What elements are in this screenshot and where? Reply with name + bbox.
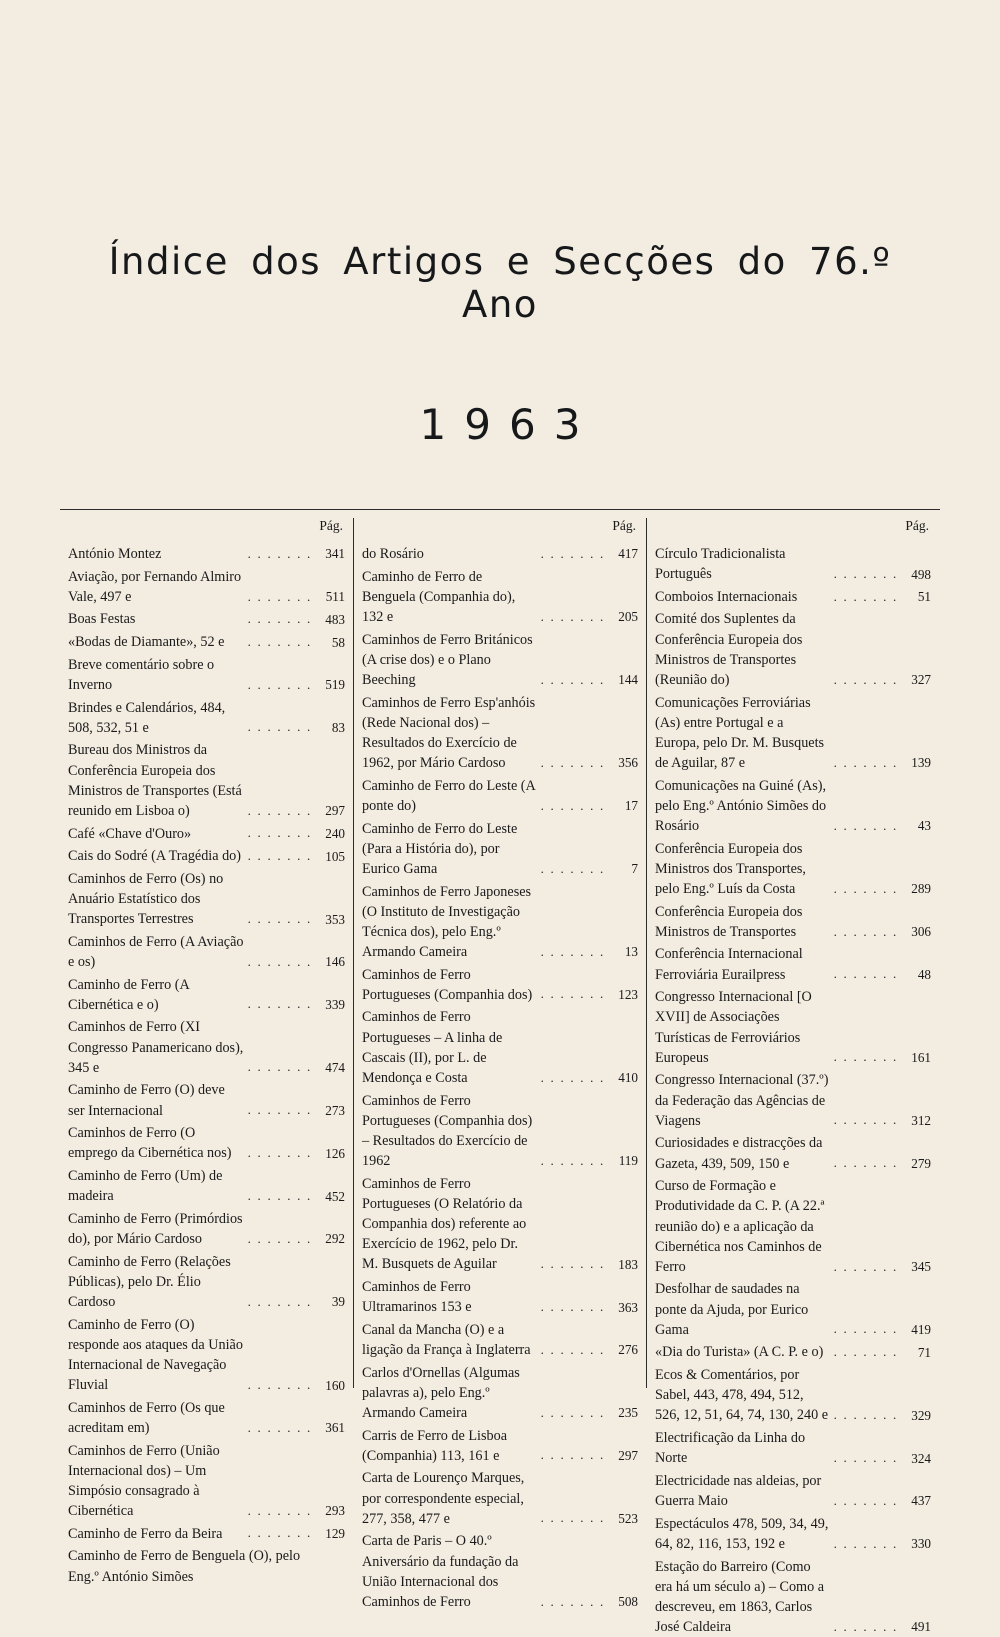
index-entry-title: Caminho de Ferro (O) responde aos ataques da União Internacional de Navegação Fluvial — [68, 1315, 248, 1396]
index-entry-page: 13 — [608, 943, 638, 962]
index-entry-page: 353 — [315, 911, 345, 930]
index-entry-leader: . . . . . . . — [541, 1404, 608, 1423]
index-entry-page: 297 — [608, 1447, 638, 1466]
index-entry-page: 7 — [608, 860, 638, 879]
index-entry-page: 83 — [315, 719, 345, 738]
index-entry-leader: . . . . . . . — [834, 1449, 901, 1468]
index-entry-title: Caminhos de Ferro Esp'anhóis (Rede Nacional dos) – Resultados do Exercício de 1962, por Mário Cardoso — [362, 693, 541, 774]
index-entry — [68, 869, 345, 929]
index-entry-page: 289 — [901, 880, 931, 899]
index-entry-leader: . . . . . . . — [541, 1069, 608, 1088]
index-entry — [68, 567, 345, 607]
index-entry-leader: . . . . . . . — [541, 1298, 608, 1317]
index-entry-title: Caminho de Ferro (Um) de madeira — [68, 1166, 248, 1206]
index-entry-leader: . . . . . . . — [248, 610, 315, 629]
index-entry-page: 126 — [315, 1145, 345, 1164]
index-entry-leader: . . . . . . . — [834, 1258, 901, 1277]
index-entry — [68, 932, 345, 972]
index-entry-title: Breve comentário sobre o Inverno — [68, 655, 248, 695]
index-entry-leader: . . . . . . . — [541, 943, 608, 962]
index-entry-page: 361 — [315, 1419, 345, 1438]
index-entry-leader: . . . . . . . — [248, 847, 315, 866]
index-entry-leader: . . . . . . . — [248, 1293, 315, 1312]
index-entry-leader: . . . . . . . — [248, 1502, 315, 1521]
index-entry-page: 483 — [315, 611, 345, 630]
index-entry — [362, 1320, 638, 1360]
index-entry-page: 205 — [608, 608, 638, 627]
index-entry — [68, 1166, 345, 1206]
index-entry-leader: . . . . . . . — [834, 1618, 901, 1637]
index-entry-page: 498 — [901, 566, 931, 585]
index-entry — [68, 846, 345, 866]
index-entry-title: Espectáculos 478, 509, 34, 49, 64, 82, 116, 153, 192 e — [655, 1514, 834, 1554]
index-entry-page: 58 — [315, 634, 345, 653]
index-entry-title: Aviação, por Fernando Almiro Vale, 497 e — [68, 567, 248, 607]
index-entry-page: 508 — [608, 1593, 638, 1612]
index-entry-page: 17 — [608, 797, 638, 816]
index-entry-title: Caminho de Ferro da Beira — [68, 1524, 248, 1544]
index-entry-page: 129 — [315, 1525, 345, 1544]
index-entry-page: 183 — [608, 1256, 638, 1275]
index-entry-title: Comboios Internacionais — [655, 587, 834, 607]
index-entry-leader: . . . . . . . — [834, 565, 901, 584]
index-entry-title: Congresso Internacional (37.º) da Federação das Agências de Viagens — [655, 1070, 834, 1130]
column-3-entries — [655, 544, 931, 1637]
index-entry-leader: . . . . . . . — [541, 1341, 608, 1360]
index-entry-title: Caminho de Ferro (Primórdios do), por Mário Cardoso — [68, 1209, 248, 1249]
index-entry-leader: . . . . . . . — [248, 718, 315, 737]
index-entry — [655, 609, 931, 690]
index-entry-page: 491 — [901, 1618, 931, 1637]
index-entry-page: 292 — [315, 1230, 345, 1249]
index-entry — [68, 1315, 345, 1396]
index-entry-page: 417 — [608, 545, 638, 564]
index-entry — [362, 1363, 638, 1423]
index-entry — [68, 1209, 345, 1249]
index-entry-leader: . . . . . . . — [834, 1343, 901, 1362]
index-entry-title: Cais do Sodré (A Tragédia do) — [68, 846, 248, 866]
index-entry-leader: . . . . . . . — [834, 965, 901, 984]
index-entry-title: Círculo Tradicionalista Português — [655, 544, 834, 584]
index-entry-page: 327 — [901, 671, 931, 690]
index-entry-title: Conferência Europeia dos Ministros de Transportes — [655, 902, 834, 942]
index-entry — [68, 740, 345, 821]
index-entry-title: Carta de Lourenço Marques, por correspondente especial, 277, 358, 477 e — [362, 1468, 541, 1528]
index-entry-title: Congresso Internacional [O XVII] de Associações Turísticas de Ferroviários Europeus — [655, 987, 834, 1068]
index-entry-title: Desfolhar de saudades na ponte da Ajuda, por Eurico Gama — [655, 1279, 834, 1339]
index-entry-title: Brindes e Calendários, 484, 508, 532, 51 e — [68, 698, 248, 738]
index-entry-leader: . . . . . . . — [541, 860, 608, 879]
index-entry-page: 324 — [901, 1450, 931, 1469]
index-entry — [68, 1398, 345, 1438]
index-entry-leader: . . . . . . . — [541, 1446, 608, 1465]
index-entry-leader: . . . . . . . — [248, 1144, 315, 1163]
index-entry-title: Comité dos Suplentes da Conferência Europeia dos Ministros de Transportes (Reunião do) — [655, 609, 834, 690]
index-entry-leader: . . . . . . . — [541, 985, 608, 1004]
index-entry-page: 139 — [901, 754, 931, 773]
index-entry-leader: . . . . . . . — [248, 633, 315, 652]
index-entry-title: Caminhos de Ferro Ultramarinos 153 e — [362, 1277, 541, 1317]
index-entry-leader: . . . . . . . — [248, 588, 315, 607]
index-entry — [362, 1426, 638, 1466]
index-entry-page: 452 — [315, 1188, 345, 1207]
index-entry — [655, 776, 931, 836]
index-entry — [362, 630, 638, 690]
index-entry-leader: . . . . . . . — [248, 910, 315, 929]
index-entry — [362, 882, 638, 963]
index-entry-page: 160 — [315, 1377, 345, 1396]
index-entry — [655, 1279, 931, 1339]
index-entry — [655, 1133, 931, 1173]
index-entry-page: 363 — [608, 1299, 638, 1318]
index-entry — [68, 1546, 345, 1586]
index-entry-title: Caminho de Ferro de Benguela (Companhia do), 132 e — [362, 567, 541, 627]
index-column-2 — [353, 518, 646, 1388]
column-2-page-header: Pág. — [362, 518, 638, 534]
index-entry-leader: . . . . . . . — [248, 1376, 315, 1395]
index-entry — [362, 819, 638, 879]
index-entry-leader: . . . . . . . — [248, 995, 315, 1014]
index-entry — [68, 1080, 345, 1120]
index-entry-title: Carris de Ferro de Lisboa (Companhia) 113, 161 e — [362, 1426, 541, 1466]
index-entry-title: Café «Chave d'Ouro» — [68, 824, 248, 844]
index-entry-leader: . . . . . . . — [248, 1187, 315, 1206]
index-entry-leader — [312, 1586, 315, 1587]
index-entry — [68, 698, 345, 738]
index-entry-page: 437 — [901, 1492, 931, 1511]
index-entry-page: 474 — [315, 1059, 345, 1078]
index-entry-title: Caminhos de Ferro (A Aviação e os) — [68, 932, 248, 972]
column-2-entries — [362, 544, 638, 1612]
index-entry-leader: . . . . . . . — [541, 608, 608, 627]
index-entry-title: Caminho de Ferro (O) deve ser Internacional — [68, 1080, 248, 1120]
index-entry-leader: . . . . . . . — [834, 1406, 901, 1425]
index-entry — [655, 1070, 931, 1130]
index-entry-title: do Rosário — [362, 544, 541, 564]
index-entry-title: Caminho de Ferro de Benguela (O), pelo Eng.º António Simões — [68, 1546, 312, 1586]
index-entry-page: 341 — [315, 545, 345, 564]
index-entry-title: Caminhos de Ferro Británicos (A crise dos) e o Plano Beeching — [362, 630, 541, 690]
index-entry-page: 161 — [901, 1049, 931, 1068]
index-entry — [655, 987, 931, 1068]
index-entry-leader: . . . . . . . — [248, 802, 315, 821]
index-entry-title: Conferência Internacional Ferroviária Eurailpress — [655, 944, 834, 984]
index-column-3 — [646, 518, 939, 1388]
page-title: Índice dos Artigos e Secções do 76.º Ano — [60, 0, 940, 326]
index-entry-title: Conferência Europeia dos Ministros dos Transportes, pelo Eng.º Luís da Costa — [655, 839, 834, 899]
index-entry-leader: . . . . . . . — [834, 1111, 901, 1130]
index-entry — [655, 1365, 931, 1425]
index-entry-page: 356 — [608, 754, 638, 773]
index-entry-title: Caminhos de Ferro (Os que acreditam em) — [68, 1398, 248, 1438]
index-entry-page: 235 — [608, 1404, 638, 1423]
index-entry-title: Caminhos de Ferro (Os) no Anuário Estatístico dos Transportes Terrestres — [68, 869, 248, 929]
index-entry-title: Caminhos de Ferro Portugueses (O Relatório da Companhia dos) referente ao Exercício de 1962, pelo Dr. M. Busquets de Aguilar — [362, 1174, 541, 1275]
index-entry-title: Comunicações na Guiné (As), pelo Eng.º António Simões do Rosário — [655, 776, 834, 836]
index-entry-leader: . . . . . . . — [834, 1320, 901, 1339]
index-entry — [655, 1428, 931, 1468]
index-entry-leader: . . . . . . . — [248, 1230, 315, 1249]
index-entry-title: «Dia do Turista» (A C. P. e o) — [655, 1342, 834, 1362]
index-entry-page: 410 — [608, 1069, 638, 1088]
index-entry-page: 306 — [901, 923, 931, 942]
page-year: 1963 — [60, 326, 940, 449]
index-entry-leader: . . . . . . . — [248, 1058, 315, 1077]
column-1-entries — [68, 544, 345, 1587]
index-entry-leader: . . . . . . . — [541, 1255, 608, 1274]
index-entry-page: 345 — [901, 1258, 931, 1277]
index-entry-leader: . . . . . . . — [834, 880, 901, 899]
index-entry-title: Comunicações Ferroviárias (As) entre Portugal e a Europa, pelo Dr. M. Busquets de Aguilar, 87 e — [655, 693, 834, 774]
index-entry-page: 293 — [315, 1502, 345, 1521]
index-entry-title: Canal da Mancha (O) e a ligação da França à Inglaterra — [362, 1320, 541, 1360]
index-entry-leader: . . . . . . . — [541, 1593, 608, 1612]
index-entry-title: Caminho de Ferro (Relações Públicas), pelo Dr. Élio Cardoso — [68, 1252, 248, 1312]
index-entry-title: Boas Festas — [68, 609, 248, 629]
index-entry-leader: . . . . . . . — [834, 1535, 901, 1554]
column-3-page-header: Pág. — [655, 518, 931, 534]
index-entry-page: 523 — [608, 1510, 638, 1529]
index-entry — [362, 965, 638, 1005]
index-entry-title: António Montez — [68, 544, 248, 564]
index-entry — [362, 693, 638, 774]
index-entry-leader: . . . . . . . — [834, 1492, 901, 1511]
index-entry-title: Carta de Paris – O 40.º Aniversário da fundação da União Internacional dos Caminhos de Ferro — [362, 1531, 541, 1612]
index-entry — [655, 1557, 931, 1637]
index-entry-leader: . . . . . . . — [248, 1101, 315, 1120]
index-entry-page: 329 — [901, 1407, 931, 1426]
index-entry — [68, 632, 345, 652]
index-entry — [362, 1174, 638, 1275]
index-entry-title: Curso de Formação e Produtividade da C. P. (A 22.ª reunião do) e a aplicação da Cibernética nos Caminhos de Ferro — [655, 1176, 834, 1277]
index-entry — [68, 824, 345, 844]
index-entry-leader: . . . . . . . — [541, 754, 608, 773]
index-entry-title: Caminho de Ferro do Leste (Para a História do), por Eurico Gama — [362, 819, 541, 879]
index-entry-title: Caminhos de Ferro (O emprego da Cibernética nos) — [68, 1123, 248, 1163]
index-entry-title: «Bodas de Diamante», 52 e — [68, 632, 248, 652]
index-entry — [68, 1123, 345, 1163]
index-entry-page: 330 — [901, 1535, 931, 1554]
index-entry-leader: . . . . . . . — [541, 671, 608, 690]
index-entry-leader: . . . . . . . — [834, 588, 901, 607]
index-entry-page: 297 — [315, 802, 345, 821]
index-entry-leader: . . . . . . . — [834, 1048, 901, 1067]
index-entry — [68, 544, 345, 564]
index-entry — [68, 1017, 345, 1077]
index-entry-leader: . . . . . . . — [248, 676, 315, 695]
index-entry — [362, 776, 638, 816]
index-entry — [68, 609, 345, 629]
index-entry-title: Caminho de Ferro do Leste (A ponte do) — [362, 776, 541, 816]
index-entry — [655, 1342, 931, 1362]
index-entry-title: Caminhos de Ferro Portugueses (Companhia dos) — [362, 965, 541, 1005]
index-entry-leader: . . . . . . . — [834, 671, 901, 690]
index-entry-page: 279 — [901, 1155, 931, 1174]
index-entry — [655, 693, 931, 774]
index-entry — [68, 975, 345, 1015]
index-entry-leader: . . . . . . . — [834, 923, 901, 942]
index-entry-title: Caminhos de Ferro Portugueses – A linha de Cascais (II), por L. de Mendonça e Costa — [362, 1007, 541, 1088]
index-entry-title: Carlos d'Ornellas (Algumas palavras a), pelo Eng.º Armando Cameira — [362, 1363, 541, 1423]
index-entry-leader: . . . . . . . — [541, 545, 608, 564]
index-entry — [655, 1514, 931, 1554]
index-entry-title: Electricidade nas aldeias, por Guerra Maio — [655, 1471, 834, 1511]
index-entry-leader: . . . . . . . — [541, 797, 608, 816]
column-1-page-header: Pág. — [68, 518, 345, 534]
index-columns — [60, 518, 940, 1388]
index-entry-leader: . . . . . . . — [541, 1509, 608, 1528]
index-entry-page: 119 — [608, 1152, 638, 1171]
index-entry — [655, 944, 931, 984]
index-entry-page: 144 — [608, 671, 638, 690]
index-entry-title: Bureau dos Ministros da Conferência Europeia dos Ministros de Transportes (Está reunido em Lisboa o) — [68, 740, 248, 821]
index-entry-page: 146 — [315, 953, 345, 972]
index-entry-title: Caminhos de Ferro (União Internacional dos) – Um Simpósio consagrado à Cibernética — [68, 1441, 248, 1522]
index-entry-page: 276 — [608, 1341, 638, 1360]
index-entry-page: 273 — [315, 1102, 345, 1121]
index-entry-title: Curiosidades e distracções da Gazeta, 439, 509, 150 e — [655, 1133, 834, 1173]
index-entry-leader: . . . . . . . — [248, 1419, 315, 1438]
index-entry-page: 123 — [608, 986, 638, 1005]
index-entry-leader: . . . . . . . — [248, 953, 315, 972]
index-entry — [68, 1441, 345, 1522]
index-entry-title: Ecos & Comentários, por Sabel, 443, 478, 494, 512, 526, 12, 51, 64, 74, 130, 240 e — [655, 1365, 834, 1425]
index-entry — [68, 1252, 345, 1312]
index-entry-leader: . . . . . . . — [834, 817, 901, 836]
index-entry-title: Electrificação da Linha do Norte — [655, 1428, 834, 1468]
index-entry-title: Caminhos de Ferro (XI Congresso Panamericano dos), 345 e — [68, 1017, 248, 1077]
index-entry-page: 339 — [315, 996, 345, 1015]
index-entry — [362, 567, 638, 627]
index-entry — [362, 544, 638, 564]
index-entry — [362, 1531, 638, 1612]
header-divider — [60, 509, 940, 510]
index-entry — [655, 1471, 931, 1511]
index-entry-leader: . . . . . . . — [541, 1152, 608, 1171]
index-entry — [655, 587, 931, 607]
index-entry-page: 43 — [901, 817, 931, 836]
index-column-1 — [60, 518, 353, 1388]
index-entry-page: 48 — [901, 966, 931, 985]
index-entry-title: Caminho de Ferro (A Cibernética e o) — [68, 975, 248, 1015]
index-entry-leader: . . . . . . . — [248, 824, 315, 843]
index-entry-page: 511 — [315, 588, 345, 607]
index-entry-page: 105 — [315, 848, 345, 867]
index-entry — [68, 1524, 345, 1544]
index-entry — [362, 1277, 638, 1317]
index-entry — [362, 1468, 638, 1528]
index-entry — [655, 544, 931, 584]
index-entry-leader: . . . . . . . — [248, 545, 315, 564]
index-entry — [362, 1007, 638, 1088]
index-entry-page: 71 — [901, 1344, 931, 1363]
index-entry-title: Caminhos de Ferro Portugueses (Companhia dos) – Resultados do Exercício de 1962 — [362, 1091, 541, 1172]
index-entry-page: 519 — [315, 676, 345, 695]
index-entry — [655, 839, 931, 899]
index-entry — [362, 1091, 638, 1172]
index-entry-page: 39 — [315, 1293, 345, 1312]
index-entry-leader: . . . . . . . — [834, 754, 901, 773]
index-entry-leader: . . . . . . . — [248, 1524, 315, 1543]
index-entry — [68, 655, 345, 695]
index-entry-title: Caminhos de Ferro Japoneses (O Instituto de Investigação Técnica dos), pelo Eng.º Armando Cameira — [362, 882, 541, 963]
index-entry-page: 419 — [901, 1321, 931, 1340]
index-entry-page: 312 — [901, 1112, 931, 1131]
index-entry — [655, 1176, 931, 1277]
index-entry — [655, 902, 931, 942]
index-entry-title: Estação do Barreiro (Como era há um século a) – Como a descreveu, em 1863, Carlos José Caldeira — [655, 1557, 834, 1637]
index-entry-leader: . . . . . . . — [834, 1154, 901, 1173]
index-entry-page: 240 — [315, 825, 345, 844]
index-entry-page: 51 — [901, 588, 931, 607]
